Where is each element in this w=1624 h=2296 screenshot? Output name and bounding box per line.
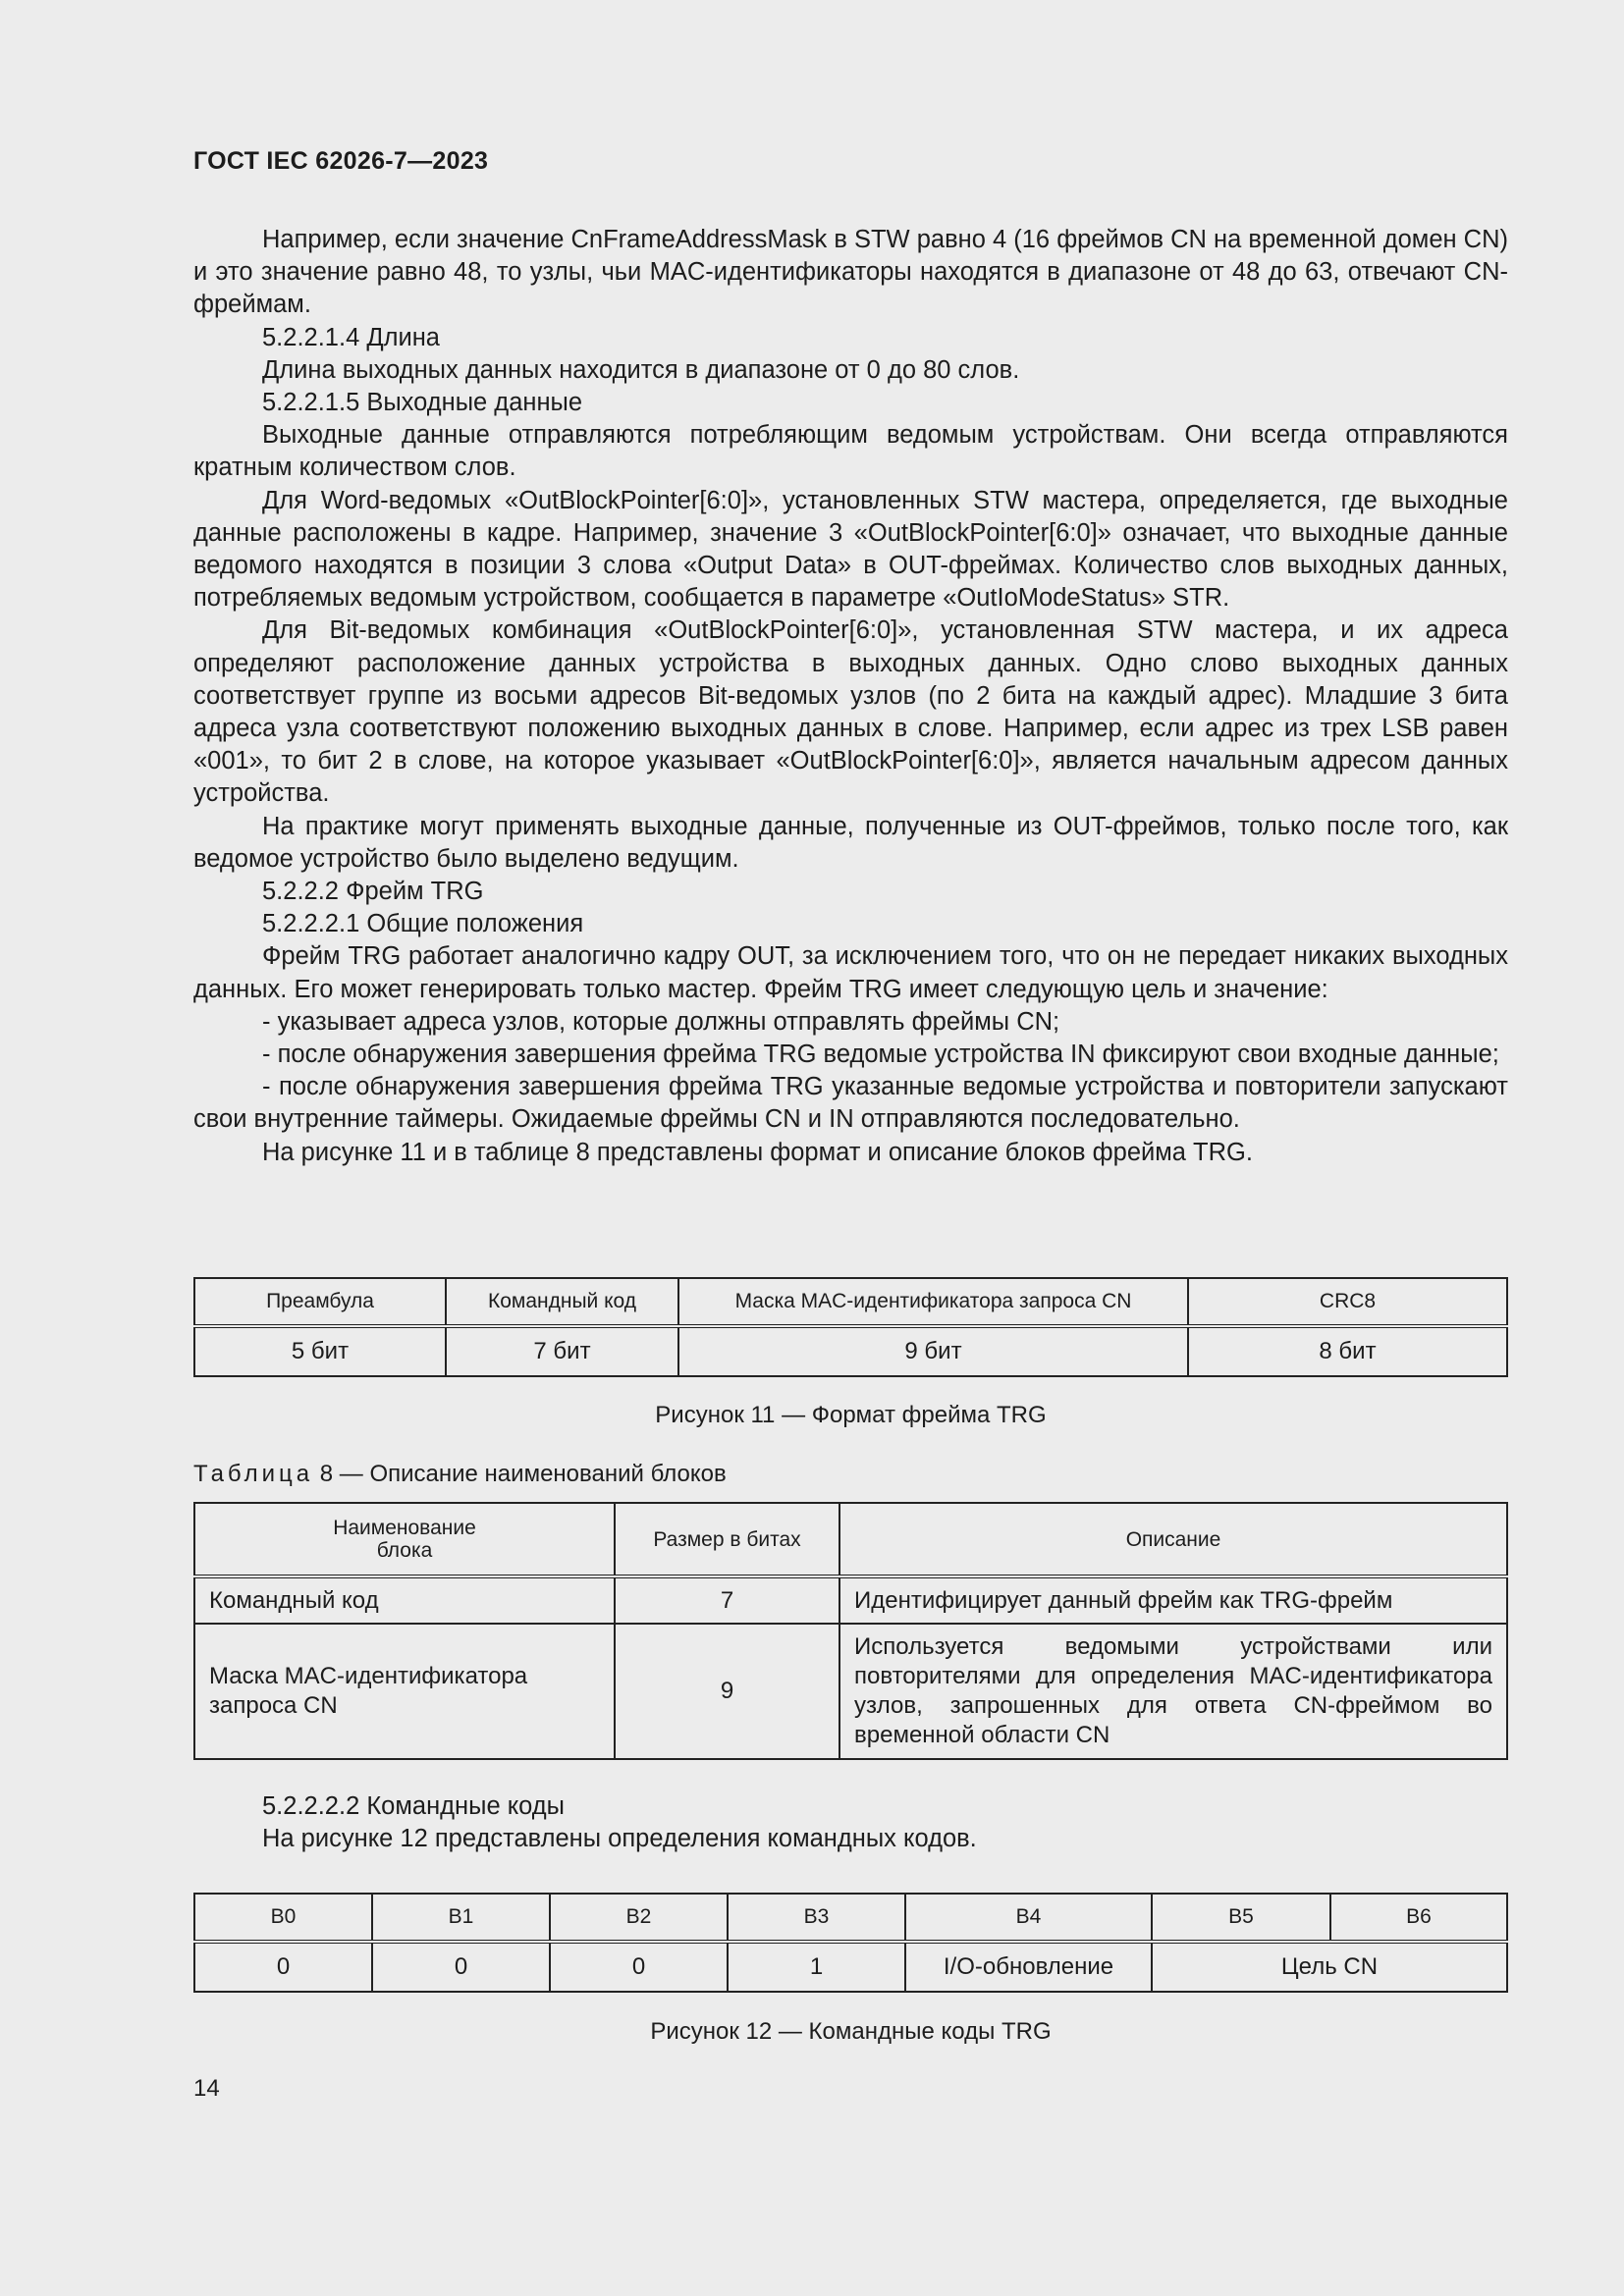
table-cell-description: Используется ведомыми устройствами или повторителями для определения MAC-идентификатора узлов, запрошенных для ответа CN-фреймом во временной области CN	[839, 1624, 1507, 1759]
list-item: - указывает адреса узлов, которые должны отправлять фреймы CN;	[262, 1007, 1060, 1036]
figure-11-caption: Рисунок 11 — Формат фрейма TRG	[655, 1402, 1047, 1428]
frame-field-size: 9 бит	[678, 1326, 1188, 1376]
table-row	[194, 1624, 1507, 1759]
paragraph: Фрейм TRG работает аналогично кадру OUT, за исключением того, что он не передает никаких выходных данных. Его может генерировать только мастер. Фрейм TRG имеет следующую цель и значение:	[193, 942, 1508, 1003]
table-header-size: Размер в битах	[615, 1503, 839, 1576]
section-heading: 5.2.2.2.2 Командные коды	[262, 1792, 565, 1820]
table-8-block-descriptions	[193, 1502, 1508, 1760]
bit-value: Цель CN	[1152, 1942, 1507, 1992]
table-caption-prefix: Таблица	[193, 1461, 314, 1487]
page-number: 14	[193, 2075, 220, 2102]
table-caption-text: 8 — Описание наименований блоков	[313, 1461, 727, 1487]
table-cell-name: Маска MAC-идентификатора запроса CN	[194, 1624, 615, 1759]
figure-11-frame-format	[193, 1277, 1508, 1377]
frame-field-size: 8 бит	[1188, 1326, 1507, 1376]
table-cell-description: Идентифицирует данный фрейм как TRG-фрейм	[839, 1576, 1507, 1624]
list-item: - после обнаружения завершения фрейма TRG указанные ведомые устройства и повторители запускают свои внутренние таймеры. Ожидаемые фреймы CN и IN отправляются последовательно.	[193, 1073, 1508, 1134]
figure-12-command-codes	[193, 1893, 1508, 1993]
bit-header: B2	[550, 1894, 728, 1942]
body-text	[193, 224, 1508, 1169]
paragraph: На практике могут применять выходные данные, полученные из OUT-фреймов, только после того, как ведомое устройство было выделено ведущим.	[193, 812, 1508, 873]
bit-header: B0	[194, 1894, 372, 1942]
table-cell-size: 7	[615, 1576, 839, 1624]
section-heading: 5.2.2.1.4 Длина	[262, 323, 440, 351]
frame-field-header: Командный код	[446, 1278, 678, 1326]
bit-header: B1	[372, 1894, 550, 1942]
paragraph: На рисунке 11 и в таблице 8 представлены формат и описание блоков фрейма TRG.	[262, 1138, 1253, 1166]
section-heading: 5.2.2.2.1 Общие положения	[262, 910, 584, 938]
table-header-name: Наименование блока	[194, 1503, 615, 1576]
bit-value: 1	[728, 1942, 905, 1992]
paragraph: Выходные данные отправляются потребляющим ведомым устройствам. Они всегда отправляются кратным количеством слов.	[193, 421, 1508, 482]
document-header: ГОСТ IEC 62026-7—2023	[193, 147, 489, 175]
table-8-caption	[193, 1461, 727, 1488]
paragraph: Для Word-ведомых «OutBlockPointer[6:0]», установленных STW мастера, определяется, где выходные данные расположены в кадре. Например, значение 3 «OutBlockPointer[6:0]» означает, что выходные данные ведомого находятся в позиции 3 слова «Output Data» в OUT-фреймах. Количество слов выходных данных, потребляемых ведомым устройством, сообщается в параметре «OutIoModeStatus» STR.	[193, 486, 1508, 613]
table-header-description: Описание	[839, 1503, 1507, 1576]
section-heading: 5.2.2.2 Фрейм TRG	[262, 878, 484, 906]
figure-12-caption: Рисунок 12 — Командные коды TRG	[650, 2018, 1052, 2045]
bit-header: B3	[728, 1894, 905, 1942]
bit-value: 0	[372, 1942, 550, 1992]
paragraph: На рисунке 12 представлены определения командных кодов.	[262, 1825, 977, 1853]
table-cell-name: Командный код	[194, 1576, 615, 1624]
paragraph: Для Bit-ведомых комбинация «OutBlockPointer[6:0]», установленная STW мастера, и их адреса определяют расположение данных устройства в выходных данных. Одно слово выходных данных соответствует группе из восьми адресов Bit-ведомых узлов (по 2 бита на каждый адрес). Младшие 3 бита адреса узла соответствуют положению выходных данных в слове. Например, если адрес из трех LSB равен «001», то бит 2 в слове, на которое указывает «OutBlockPointer[6:0]», является начальным адресом данных устройства.	[193, 616, 1508, 808]
frame-field-size: 7 бит	[446, 1326, 678, 1376]
paragraph: Например, если значение CnFrameAddressMask в STW равно 4 (16 фреймов CN на временной домен CN) и это значение равно 48, то узлы, чьи MAC-идентификаторы находятся в диапазоне от 48 до 63, отвечают CN-фреймам.	[193, 226, 1508, 319]
section-heading: 5.2.2.1.5 Выходные данные	[262, 389, 583, 417]
bit-header: B6	[1330, 1894, 1507, 1942]
table-cell-size: 9	[615, 1624, 839, 1759]
bit-header: B4	[905, 1894, 1152, 1942]
frame-field-header: Преамбула	[194, 1278, 446, 1326]
bit-value: 0	[194, 1942, 372, 1992]
frame-field-header: Маска MAC-идентификатора запроса CN	[678, 1278, 1188, 1326]
bit-value: I/O-обновление	[905, 1942, 1152, 1992]
paragraph: Длина выходных данных находится в диапазоне от 0 до 80 слов.	[262, 355, 1020, 384]
frame-field-size: 5 бит	[194, 1326, 446, 1376]
frame-field-header: CRC8	[1188, 1278, 1507, 1326]
bit-header: B5	[1152, 1894, 1330, 1942]
table-row	[194, 1576, 1507, 1624]
section-command-codes	[193, 1790, 1508, 1855]
bit-value: 0	[550, 1942, 728, 1992]
list-item: - после обнаружения завершения фрейма TRG ведомые устройства IN фиксируют свои входные данные;	[262, 1041, 1499, 1069]
